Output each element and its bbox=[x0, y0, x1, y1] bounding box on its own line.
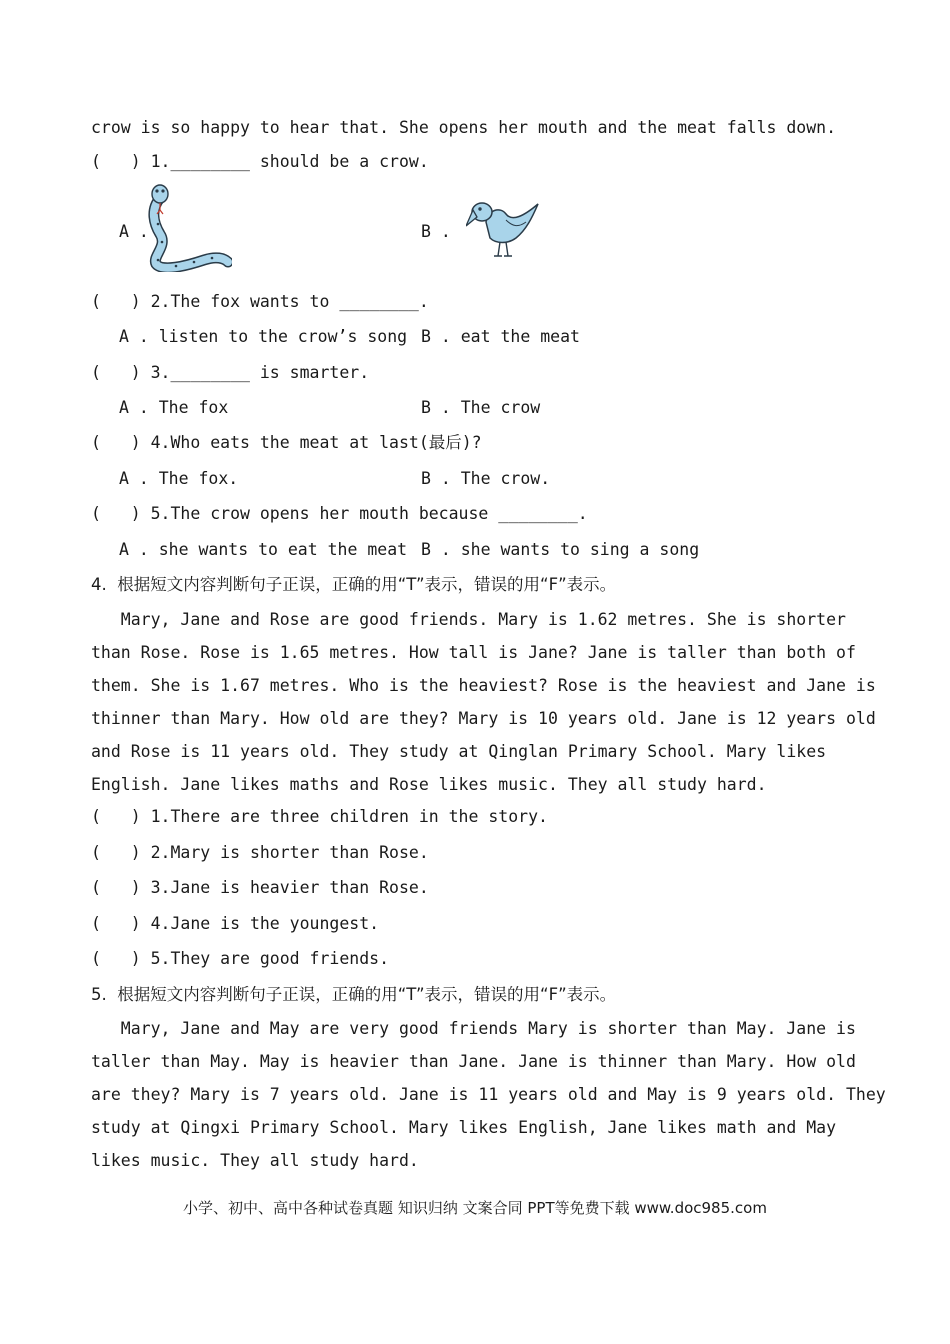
snake-picture bbox=[146, 180, 232, 272]
passage-line: thinner than Mary. How old are they? Mary is 10 years old. Jane is 12 years old bbox=[91, 709, 876, 728]
question-2-stem: ( ) 2.The fox wants to ________. bbox=[91, 292, 429, 311]
question-1-stem: ( ) 1.________ should be a crow. bbox=[91, 152, 429, 171]
passage-line: and Rose is 11 years old. They study at Qinglan Primary School. Mary likes bbox=[91, 742, 827, 761]
section-5-header: 5. 根据短文内容判断句子正误，正确的用“T”表示，错误的用“F”表示。 bbox=[91, 985, 617, 1004]
passage-line: Mary, Jane and Rose are good friends. Mary is 1.62 metres. She is shorter bbox=[91, 610, 846, 629]
passage-line: study at Qingxi Primary School. Mary likes English, Jane likes math and May bbox=[91, 1118, 837, 1137]
question-2-option-b: B . eat the meat bbox=[421, 327, 580, 346]
question-5-option-a: A . she wants to eat the meat bbox=[119, 540, 408, 559]
passage-line: English. Jane likes maths and Rose likes music. They all study hard. bbox=[91, 775, 767, 794]
question-3-stem: ( ) 3.________ is smarter. bbox=[91, 363, 370, 382]
section-4-passage bbox=[91, 603, 876, 801]
statement-5: ( ) 5.They are good friends. bbox=[91, 949, 390, 968]
statement-3: ( ) 3.Jane is heavier than Rose. bbox=[91, 878, 429, 897]
question-4-stem: ( ) 4.Who eats the meat at last(最后)? bbox=[91, 433, 482, 452]
crow-picture bbox=[466, 196, 544, 260]
question-5-stem: ( ) 5.The crow opens her mouth because ________. bbox=[91, 504, 588, 523]
statement-2: ( ) 2.Mary is shorter than Rose. bbox=[91, 843, 429, 862]
passage-line: them. She is 1.67 metres. Who is the heaviest? Rose is the heaviest and Jane is bbox=[91, 676, 876, 695]
question-1-option-b: B . bbox=[421, 222, 451, 241]
question-1-option-a: A . bbox=[119, 222, 149, 241]
question-2-option-a: A . listen to the crow’s song bbox=[119, 327, 408, 346]
passage-line: are they? Mary is 7 years old. Jane is 11 years old and May is 9 years old. They bbox=[91, 1085, 886, 1104]
footer-text: 小学、初中、高中各种试卷真题 知识归纳 文案合同 PPT等免费下载 www.doc985.com bbox=[183, 1199, 767, 1217]
question-5-option-b: B . she wants to sing a song bbox=[421, 540, 700, 559]
question-4-option-a: A . The fox. bbox=[119, 469, 239, 488]
question-4-option-b: B . The crow. bbox=[421, 469, 551, 488]
section-4-header: 4. 根据短文内容判断句子正误，正确的用“T”表示，错误的用“F”表示。 bbox=[91, 575, 617, 594]
question-3-option-b: B . The crow bbox=[421, 398, 541, 417]
passage-line: than Rose. Rose is 1.65 metres. How tall is Jane? Jane is taller than both of bbox=[91, 643, 856, 662]
statement-1: ( ) 1.There are three children in the story. bbox=[91, 807, 548, 826]
question-3-option-a: A . The fox bbox=[119, 398, 229, 417]
passage-line: Mary, Jane and May are very good friends Mary is shorter than May. Jane is bbox=[91, 1019, 856, 1038]
passage-line: likes music. They all study hard. bbox=[91, 1151, 419, 1170]
passage-line: taller than May. May is heavier than Jane. Jane is thinner than Mary. How old bbox=[91, 1052, 856, 1071]
section-5-passage bbox=[91, 1012, 886, 1177]
passage-tail: crow is so happy to hear that. She opens her mouth and the meat falls down. bbox=[91, 118, 837, 137]
statement-4: ( ) 4.Jane is the youngest. bbox=[91, 914, 380, 933]
